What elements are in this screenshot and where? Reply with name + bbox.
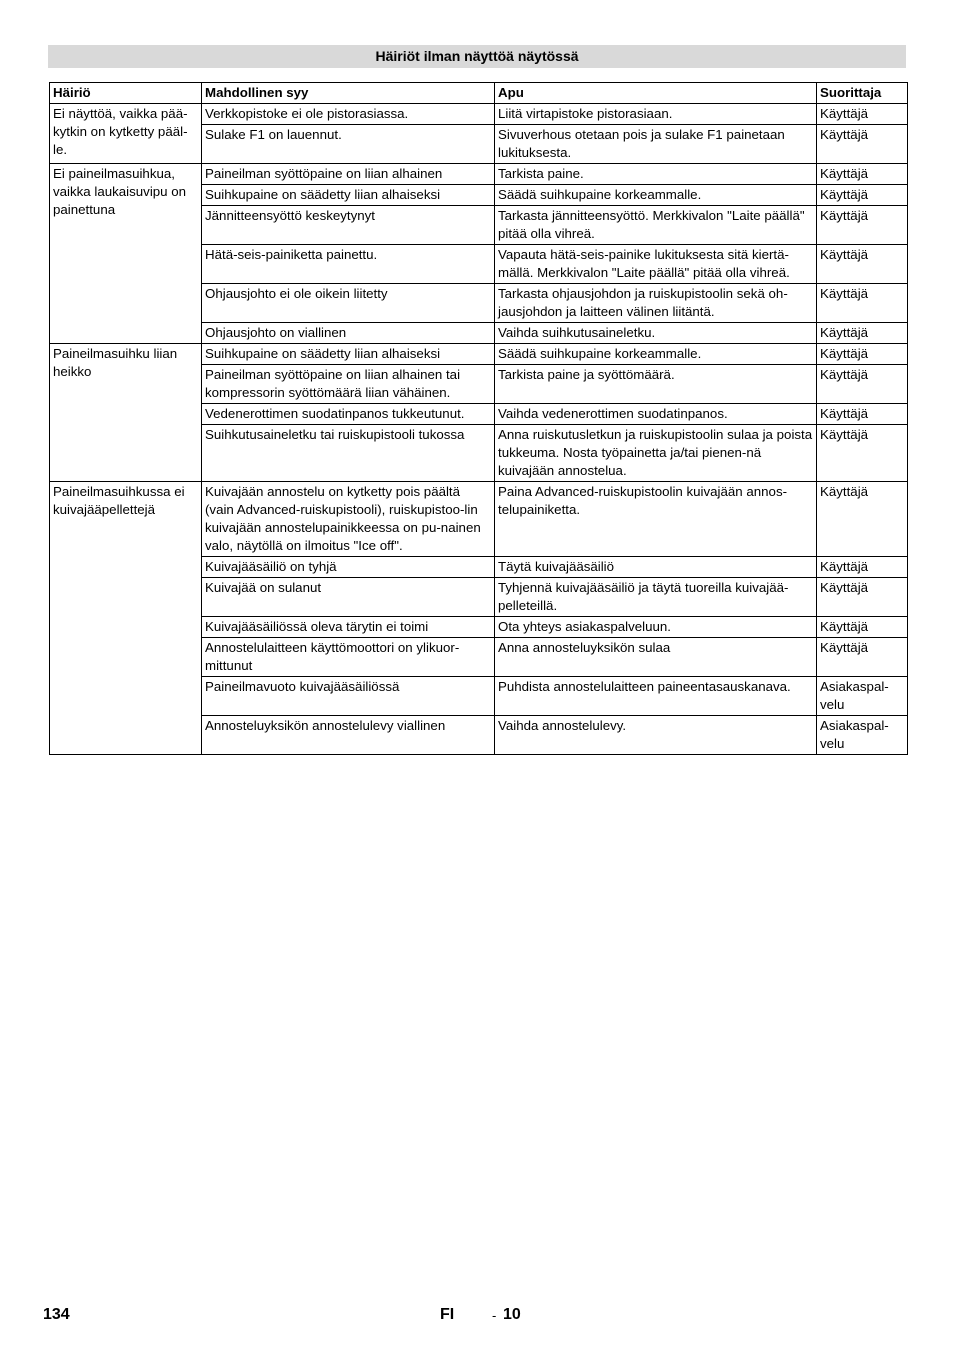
performed-by-cell: Käyttäjä [817, 323, 908, 344]
cause-cell: Kuivajään annostelu on kytketty pois päältä (vain Advanced-ruiskupistooli), ruiskupistoo-lin kuivajään annostelupainikkeessa on pu-nainen valo, näytöllä on ilmoitus "Ice off". [202, 482, 495, 557]
table-row [50, 482, 908, 557]
cause-cell: Annosteluyksikön annostelulevy viallinen [202, 716, 495, 755]
cause-cell: Paineilman syöttöpaine on liian alhainen tai kompressorin syöttömäärä liian vähäinen. [202, 365, 495, 404]
table-header-row [50, 83, 908, 104]
performed-by-cell: Asiakaspal-velu [817, 677, 908, 716]
performed-by-cell: Käyttäjä [817, 104, 908, 125]
cause-cell: Kuivajää on sulanut [202, 578, 495, 617]
performed-by-cell: Käyttäjä [817, 344, 908, 365]
cause-cell: Paineilman syöttöpaine on liian alhainen [202, 164, 495, 185]
remedy-cell: Vaihda vedenerottimen suodatinpanos. [495, 404, 817, 425]
fault-cell: Paineilmasuihku liian heikko [50, 344, 202, 482]
remedy-cell: Paina Advanced-ruiskupistoolin kuivajään annos-telupainiketta. [495, 482, 817, 557]
header-fault: Häiriö [50, 83, 202, 104]
remedy-cell: Täytä kuivajääsäiliö [495, 557, 817, 578]
remedy-cell: Vaihda annostelulevy. [495, 716, 817, 755]
remedy-cell: Vaihda suihkutusaineletku. [495, 323, 817, 344]
performed-by-cell: Käyttäjä [817, 578, 908, 617]
cause-cell: Sulake F1 on lauennut. [202, 125, 495, 164]
cause-cell: Suihkupaine on säädetty liian alhaiseksi [202, 185, 495, 206]
performed-by-cell: Käyttäjä [817, 638, 908, 677]
performed-by-cell: Käyttäjä [817, 425, 908, 482]
cause-cell: Ohjausjohto on viallinen [202, 323, 495, 344]
remedy-cell: Säädä suihkupaine korkeammalle. [495, 185, 817, 206]
section-page-number: 10 [503, 1306, 521, 1323]
remedy-cell: Tyhjennä kuivajääsäiliö ja täytä tuoreilla kuivajää-pelleteillä. [495, 578, 817, 617]
cause-cell: Hätä-seis-painiketta painettu. [202, 245, 495, 284]
table-row [50, 164, 908, 185]
cause-cell: Kuivajääsäiliö on tyhjä [202, 557, 495, 578]
remedy-cell: Säädä suihkupaine korkeammalle. [495, 344, 817, 365]
remedy-cell: Tarkista paine ja syöttömäärä. [495, 365, 817, 404]
header-cause: Mahdollinen syy [202, 83, 495, 104]
cause-cell: Verkkopistoke ei ole pistorasiassa. [202, 104, 495, 125]
remedy-cell: Liitä virtapistoke pistorasiaan. [495, 104, 817, 125]
fault-cell: Ei paineilmasuihkua, vaikka laukaisuvipu on painettuna [50, 164, 202, 344]
cause-cell: Kuivajääsäiliössä oleva tärytin ei toimi [202, 617, 495, 638]
cause-cell: Ohjausjohto ei ole oikein liitetty [202, 284, 495, 323]
cause-cell: Annostelulaitteen käyttömoottori on ylikuor-mittunut [202, 638, 495, 677]
performed-by-cell: Käyttäjä [817, 164, 908, 185]
performed-by-cell: Käyttäjä [817, 125, 908, 164]
remedy-cell: Sivuverhous otetaan pois ja sulake F1 painetaan lukituksesta. [495, 125, 817, 164]
fault-cell: Ei näyttöä, vaikka pää-kytkin on kytketty pääl-le. [50, 104, 202, 164]
header-performed-by: Suorittaja [817, 83, 908, 104]
performed-by-cell: Käyttäjä [817, 404, 908, 425]
header-remedy: Apu [495, 83, 817, 104]
cause-cell: Suihkutusaineletku tai ruiskupistooli tukossa [202, 425, 495, 482]
remedy-cell: Tarkista paine. [495, 164, 817, 185]
performed-by-cell: Käyttäjä [817, 482, 908, 557]
remedy-cell: Ota yhteys asiakaspalveluun. [495, 617, 817, 638]
performed-by-cell: Käyttäjä [817, 617, 908, 638]
table-body [50, 104, 908, 755]
performed-by-cell: Käyttäjä [817, 365, 908, 404]
performed-by-cell: Käyttäjä [817, 557, 908, 578]
performed-by-cell: Käyttäjä [817, 185, 908, 206]
cause-cell: Paineilmavuoto kuivajääsäiliössä [202, 677, 495, 716]
performed-by-cell: Käyttäjä [817, 284, 908, 323]
cause-cell: Vedenerottimen suodatinpanos tukkeutunut. [202, 404, 495, 425]
table-row [50, 344, 908, 365]
remedy-cell: Tarkasta ohjausjohdon ja ruiskupistoolin sekä oh-jausjohdon ja laitteen välinen liitäntä. [495, 284, 817, 323]
section-title: Häiriöt ilman näyttöä näytössä [48, 45, 906, 68]
fault-table [49, 82, 908, 755]
performed-by-cell: Asiakaspal-velu [817, 716, 908, 755]
cause-cell: Jännitteensyöttö keskeytynyt [202, 206, 495, 245]
table-row [50, 104, 908, 125]
remedy-cell: Puhdista annostelulaitteen paineentasauskanava. [495, 677, 817, 716]
cause-cell: Suihkupaine on säädetty liian alhaiseksi [202, 344, 495, 365]
language-code: FI [440, 1306, 455, 1323]
remedy-cell: Anna ruiskutusletkun ja ruiskupistoolin sulaa ja poista tukkeuma. Nosta työpainetta ja/tai pienen-nä kuivajään annostelua. [495, 425, 817, 482]
remedy-cell: Vapauta hätä-seis-painike lukituksesta sitä kiertä-mällä. Merkkivalon "Laite päällä" pitää olla vihreä. [495, 245, 817, 284]
remedy-cell: Anna annosteluyksikön sulaa [495, 638, 817, 677]
fault-cell: Paineilmasuihkussa ei kuivajääpellettejä [50, 482, 202, 755]
footer-separator: - [492, 1308, 497, 1323]
page-number: 134 [43, 1306, 70, 1323]
remedy-cell: Tarkasta jännitteensyöttö. Merkkivalon "Laite päällä" pitää olla vihreä. [495, 206, 817, 245]
performed-by-cell: Käyttäjä [817, 206, 908, 245]
performed-by-cell: Käyttäjä [817, 245, 908, 284]
